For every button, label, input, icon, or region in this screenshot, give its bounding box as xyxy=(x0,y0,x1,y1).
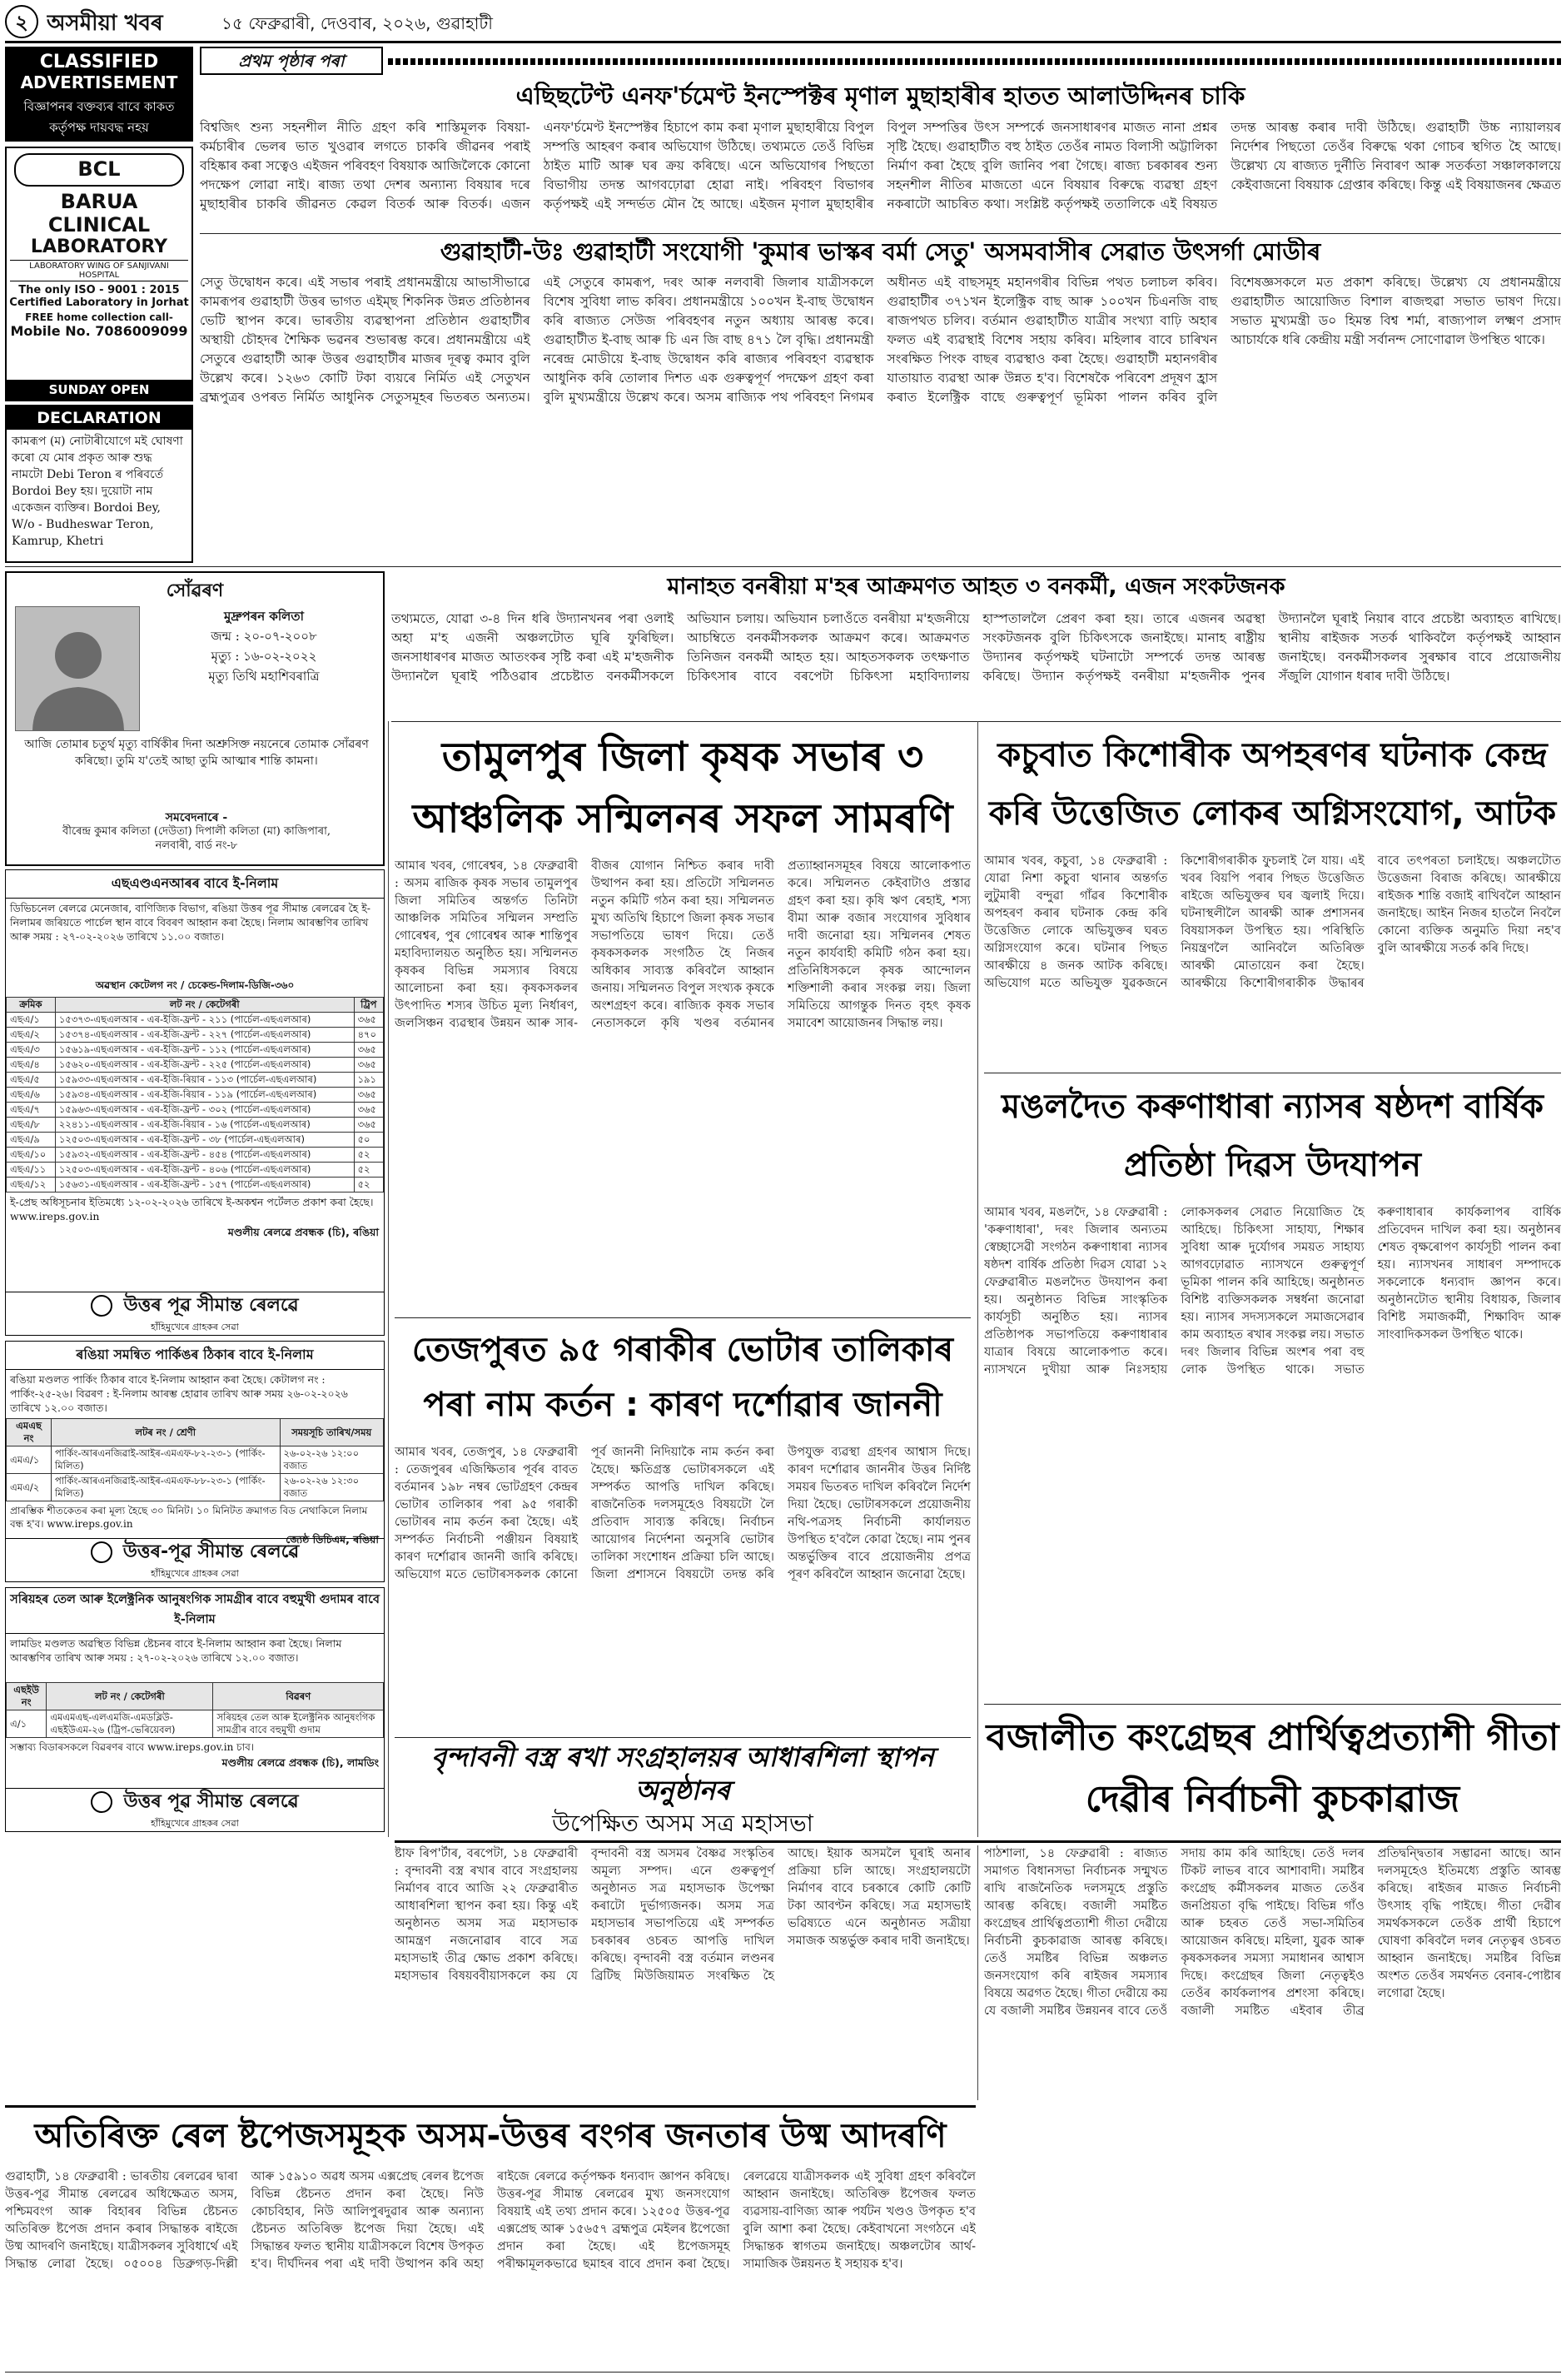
section-rule xyxy=(388,58,1561,65)
divider xyxy=(395,1840,1561,1843)
tender2-title: ৰঙিয়া সমন্বিত পাৰ্কিঙৰ ঠিকাৰ বাবে ই-নিলাম xyxy=(6,1342,384,1370)
table-cell: এছএ/৯ xyxy=(7,1133,56,1148)
story8-body: আমাৰ খবৰ, মঙলদৈ, ১৪ ফেব্ৰুৱাৰী : 'কৰুণাধাৰা', দৰং জিলাৰ অন্যতম স্বেচ্ছাসেৱী সংগঠন কৰুণাধাৰা ন্যাসৰ ষষ্ঠদশ বাৰ্ষিক প্ৰতিষ্ঠা দিৱস যোৱা ১২ ফেব্ৰুৱাৰীত মঙলদৈত উদযাপন কৰা হয়। অনুষ্ঠানত বিভিন্ন সাংস্কৃতিক কাৰ্যসূচী অনুষ্ঠিত হয়। ন্যাসৰ প্ৰতিষ্ঠাপক সভাপতিয়ে কৰুণাধাৰাৰ যাত্ৰাৰ বিষয়ে আলোকপাত কৰে। ন্যাসখনে দুখীয়া আৰু নিঃসহায় লোকসকলৰ সেৱাত নিয়োজিত হৈ আহিছে। চিকিৎসা সাহায্য, শিক্ষাৰ সুবিধা আৰু দুৰ্যোগৰ সময়ত সাহায্য আগবঢ়োৱাত ন্যাসখনে গুৰুত্বপূৰ্ণ ভূমিকা পালন কৰি আহিছে। অনুষ্ঠানত বিশিষ্ট ব্যক্তিসকলক সম্বৰ্ধনা জনোৱা হয়। ন্যাসৰ সদস্যসকলে সমাজসেৱাৰ কাম অব্যাহত ৰখাৰ সংকল্প লয়। সভাত দৰং জিলাৰ বিভিন্ন অংশৰ পৰা বহু লোক উপস্থিত থাকে। সভাত কৰুণাধাৰাৰ কাৰ্যকলাপৰ বাৰ্ষিক প্ৰতিবেদন দাখিল কৰা হয়। অনুষ্ঠানৰ শেষত বৃক্ষৰোপণ কাৰ্যসূচী পালন কৰা হয়। ন্যাসখনৰ সাধাৰণ সম্পাদকে সকলোকে ধন্যবাদ জ্ঞাপন কৰে। অনুষ্ঠানটোত স্থানীয় বিধায়ক, জিলাৰ বিশিষ্ট সমাজকৰ্মী, শিক্ষাবিদ আৰু সাংবাদিকসকল উপস্থিত থাকে। xyxy=(984,1206,1561,1377)
table-header: সময়সূচি তাৰিখ/সময় xyxy=(280,1419,384,1446)
tender1-railway xyxy=(6,1292,384,1320)
story9-body: পাঠশালা, ১৪ ফেব্ৰুৱাৰী : ৰাজ্যত সমাগত বিধানসভা নিৰ্বাচনক সন্মুখত ৰাখি ৰাজনৈতিক দলসমূহে প্ৰস্তুতি আৰম্ভ কৰিছে। বজালী সমষ্টিত কংগ্ৰেছৰ প্ৰাৰ্থিত্বপ্ৰত্যাশী গীতা দেৱীয়ে নিৰ্বাচনী কুচকাৱাজ আৰম্ভ কৰিছে। তেওঁ সমষ্টিৰ বিভিন্ন অঞ্চলত জনসংযোগ কৰি ৰাইজৰ সমস্যাৰ বিষয়ে অৱগত হৈছে। গীতা দেৱীয়ে কয় যে বজালী সমষ্টিৰ উন্নয়নৰ বাবে তেওঁ সদায় কাম কৰি আহিছে। তেওঁ দলৰ টিকট লাভৰ বাবে আশাবাদী। সমষ্টিৰ কংগ্ৰেছ কৰ্মীসকলৰ মাজত তেওঁৰ জনপ্ৰিয়তা বৃদ্ধি পাইছে। বিভিন্ন গাঁও আৰু চহৰত তেওঁ সভা-সমিতিৰ আয়োজন কৰিছে। মহিলা, যুৱক আৰু কৃষকসকলৰ সমস্যা সমাধানৰ আশ্বাস দিছে। কংগ্ৰেছৰ জিলা নেতৃত্বইও তেওঁৰ কাৰ্যকলাপৰ প্ৰশংসা কৰিছে। বজালী সমষ্টিত এইবাৰ তীব্ৰ প্ৰতিদ্বন্দ্বিতাৰ সম্ভাৱনা আছে। আন দলসমূহেও ইতিমধ্যে প্ৰস্তুতি আৰম্ভ কৰিছে। ৰাইজৰ মাজত নিৰ্বাচনী উৎসাহ বৃদ্ধি পাইছে। গীতা দেৱীৰ সমৰ্থকসকলে তেওঁক প্ৰাৰ্থী হিচাপে ঘোষণা কৰিবলৈ দলৰ নেতৃত্বৰ ওচৰত আহ্বান জনাইছে। সমষ্টিৰ বিভিন্ন অংশত তেওঁৰ সমৰ্থনত বেনাৰ-পোষ্টাৰ লগোৱা হৈছে। xyxy=(984,1847,1561,2018)
story5-headline: তেজপুৰত ৯৫ গৰাকীৰ ভোটাৰ তালিকাৰ পৰা নাম কৰ্তন : কাৰণ দৰ্শোৱাৰ জাননী xyxy=(411,1331,954,1424)
railway-logo-icon xyxy=(91,1791,112,1813)
bcl-mobile: Mobile No. 7086009099 xyxy=(10,323,188,339)
table-cell: ১৫৩৭৪-এছএলআৰ - এৰ-ইজি-ফ্ৰন্ট - ২২৭ (পাৰ্চেল-এছএলআৰ) xyxy=(55,1028,354,1043)
obituary-info xyxy=(148,606,380,731)
table-row xyxy=(7,1133,384,1148)
bcl-name: LABORATORY xyxy=(30,237,168,257)
story5-body: আমাৰ খবৰ, তেজপুৰ, ১৪ ফেব্ৰুৱাৰী : তেজপুৰৰ এজিক্ষিতাৰ পূৰ্বৰ বাবত বৰ্তমানৰ ১৯৮ নম্বৰ ভোটগ্ৰহণ কেন্দ্ৰৰ ভোটাৰ তালিকাৰ পৰা ৯৫ গৰাকী ভোটাৰৰ নাম কৰ্তন কৰা হৈছে। এই সম্পৰ্কত নিৰ্বাচনী পঞ্জীয়ন বিষয়াই কাৰণ দৰ্শোৱাৰ জাননী জাৰি কৰিছে। অভিযোগ মতে ভোটাৰসকলক কোনো পূৰ্ব জাননী নিদিয়াকৈ নাম কৰ্তন কৰা হৈছে। ক্ষতিগ্ৰস্ত ভোটাৰসকলে এই সম্পৰ্কত আপত্তি দাখিল কৰিছে। ৰাজনৈতিক দলসমূহেও বিষয়টো লৈ প্ৰতিবাদ সাব্যস্ত কৰিছে। নিৰ্বাচন আয়োগৰ নিৰ্দেশনা অনুসৰি ভোটাৰ তালিকা সংশোধন প্ৰক্ৰিয়া চলি আছে। জিলা প্ৰশাসনে বিষয়টো তদন্ত কৰি উপযুক্ত ব্যৱস্থা গ্ৰহণৰ আশ্বাস দিছে। কাৰণ দৰ্শোৱাৰ জাননীৰ উত্তৰ নিৰ্দিষ্ট সময়ৰ ভিতৰত দাখিল কৰিবলৈ নিৰ্দেশ দিয়া হৈছে। ভোটাৰসকলে প্ৰয়োজনীয় নথি-পত্ৰসহ নিৰ্বাচনী কাৰ্যালয়ত উপস্থিত হ'বলৈ কোৱা হৈছে। নাম পুনৰ অন্তৰ্ভুক্তিৰ বাবে প্ৰয়োজনীয় প্ৰপত্ৰ পূৰণ কৰিবলৈ আহ্বান জনোৱা হৈছে। xyxy=(395,1446,971,1581)
bcl-short: BCL xyxy=(77,157,121,181)
story9-headline: বজালীত কংগ্ৰেছৰ প্ৰাৰ্থিত্বপ্ৰত্যাশী গীতা দেৱীৰ নিৰ্বাচনী কুচকাৱাজ xyxy=(986,1716,1559,1820)
story2-body: সেতু উদ্বোধন কৰে। এই সভাৰ পৰাই প্ৰধানমন্ত্ৰীয়ে আভাসীভাৱে কামৰূপৰ গুৱাহাটী উত্তৰ ভাগত এইম্‌ছ শিকনিক উন্নত প্ৰতিষ্ঠানৰ ভেটি স্থাপন কৰে। ভাৰতীয় ব্যৱস্থাপনা প্ৰতিষ্ঠান গুৱাহাটীৰ অস্থায়ী চৌহদৰ শৈক্ষিক ভৱনৰ শুভাৰম্ভ কৰে। প্ৰধানমন্ত্ৰীয়ে এই সেতুৰে গুৱাহাটী আৰু উত্তৰ গুৱাহাটীৰ মাজৰ দূৰত্ব কমাব বুলি উল্লেখ কৰে। ১২৬৩ কোটি টকা ব্যয়ৰে নিৰ্মিত এই সেতুখন ব্ৰহ্মপুত্ৰৰ ওপৰত নিৰ্মিত আধুনিক সেতুসমূহৰ ভিতৰত অন্যতম। এই সেতুৰে কামৰূপ, দৰং আৰু নলবাৰী জিলাৰ যাত্ৰীসকলে বিশেষ সুবিধা লাভ কৰিব। প্ৰধানমন্ত্ৰীয়ে ১০০খন ই-বাছ উদ্বোধন কৰি ৰাজ্যত সেউজ পৰিবহণৰ নতুন অধ্যায় আৰম্ভ কৰে। গুৱাহাটীত ই-বাছ আৰু চি এন জি বাছ ৪৭১ লৈ বৃদ্ধি। প্ৰধানমন্ত্ৰী নৰেন্দ্ৰ মোডীয়ে ই-বাছ উদ্বোধন কৰি ৰাজ্যৰ পৰিবহণ ব্যৱস্থাক আধুনিক কৰি তোলাৰ দিশত এক গুৰুত্বপূৰ্ণ পদক্ষেপ গ্ৰহণ কৰা বুলি মুখ্যমন্ত্ৰীয়ে উল্লেখ কৰে। অসম ৰাজ্যিক পথ পৰিবহণ নিগমৰ অধীনত এই বাছসমূহ মহানগৰীৰ বিভিন্ন পথত চলাচল কৰিব। গুৱাহাটীৰ ৩৭১খন ইলেক্ট্ৰিক বাছ আৰু ১০০খন চিএনজি বাছ ৰাজপথত চলিব। বৰ্তমান গুৱাহাটীত যাত্ৰীৰ সংখ্যা বাঢ়ি অহাৰ ফলত এই ব্যৱস্থাই বিশেষ সহায় কৰিব। মহিলাৰ বাবে চাৰিখন সংৰক্ষিত পিংক বাছৰ ব্যৱস্থাও কৰা হৈছে। গুৱাহাটী মহানগৰীৰ যাতায়াত ব্যৱস্থা আৰু উন্নত হ'ব। বিশেষকৈ পৰিবেশ প্ৰদূষণ হ্ৰাস কৰাত ইলেক্ট্ৰিক বাছে গুৰুত্বপূৰ্ণ ভূমিকা পালন কৰিব বুলি বিশেষজ্ঞসকলে মত প্ৰকাশ কৰিছে। উল্লেখ্য যে প্ৰধানমন্ত্ৰীয়ে গুৱাহাটীত আয়োজিত বিশাল ৰাজহুৱা সভাত ভাষণ দিয়ে। সভাত মুখ্যমন্ত্ৰী ড০ হিমন্ত বিশ্ব শৰ্মা, ৰাজ্যপাল লক্ষ্মণ প্ৰসাদ আচাৰ্যকে ধৰি কেন্দ্ৰীয় মন্ত্ৰী সৰ্বানন্দ সোণোৱাল উপস্থিত থাকে। xyxy=(200,275,1561,405)
tender3-title: সৰিয়হৰ তেল আৰু ইলেক্ট্ৰনিক আনুষংগিক সামগ্ৰীৰ বাবে বহুমুখী গুদামৰ বাবে ই-নিলাম xyxy=(6,1588,384,1634)
story10-body: গুৱাহাটী, ১৪ ফেব্ৰুৱাৰী : ভাৰতীয় ৰেলৱেৰ দ্বাৰা উত্তৰ-পূৱ সীমান্ত ৰেলৱেৰ অধিক্ষেত্ৰত অসম, পশ্চিমবংগ আৰু বিহাৰৰ বিভিন্ন ষ্টেচনত অতিৰিক্ত ষ্টপেজ প্ৰদান কৰাৰ সিদ্ধান্তক ৰাইজে উষ্ম আদৰণি জনাইছে। যাত্ৰীসকলৰ সুবিধাৰ্থে এই সিদ্ধান্ত লোৱা হৈছে। ০৫০০৪ ডিব্ৰুগড়-দিল্লী আৰু ১৫৯১০ অৱধ অসম এক্সপ্ৰেছ ৰেলৰ ষ্টপেজ বিভিন্ন ষ্টেচনত প্ৰদান কৰা হৈছে। নিউ কোচবিহাৰ, নিউ আলিপুৰদুৱাৰ আৰু অন্যান্য ষ্টেচনত অতিৰিক্ত ষ্টপেজ দিয়া হৈছে। এই সিদ্ধান্তৰ ফলত স্থানীয় যাত্ৰীসকলে বিশেষ উপকৃত হ'ব। দীৰ্ঘদিনৰ পৰা এই দাবী উত্থাপন কৰি অহা ৰাইজে ৰেলৱে কৰ্তৃপক্ষক ধন্যবাদ জ্ঞাপন কৰিছে। উত্তৰ-পূৱ সীমান্ত ৰেলৱেৰ মুখ্য জনসংযোগ বিষয়াই এই তথ্য প্ৰদান কৰে। ১২৫০৫ উত্তৰ-পূৱ এক্সপ্ৰেছ আৰু ১৫৬৫৭ ব্ৰহ্মপুত্ৰ মেইলৰ ষ্টপেজো প্ৰদান কৰা হৈছে। এই ষ্টপেজসমূহ পৰীক্ষামূলকভাৱে ছমাহৰ বাবে প্ৰদান কৰা হৈছে। ৰেলৱেয়ে যাত্ৰীসকলক এই সুবিধা গ্ৰহণ কৰিবলৈ আহ্বান জনাইছে। অতিৰিক্ত ষ্টপেজৰ ফলত ব্যৱসায়-বাণিজ্য আৰু পৰ্যটন খণ্ডও উপকৃত হ'ব বুলি আশা কৰা হৈছে। কেইবাখনো সংগঠনে এই সিদ্ধান্তক স্বাগতম জনাইছে। অঞ্চলটোৰ আৰ্থ-সামাজিক উন্নয়নত ই সহায়ক হ'ব। xyxy=(5,2170,976,2271)
obituary-photo xyxy=(15,606,140,731)
table-row xyxy=(7,1103,384,1118)
bcl-certified: Certified Laboratory in Jorhat xyxy=(9,296,189,309)
table-cell: ৩৬৫ xyxy=(354,1088,383,1103)
railway-slogan: হাঁহিমুখেৰে গ্ৰাহকৰ সেৱা xyxy=(151,1818,239,1829)
tender1-table-title: অৱস্থান কেটেলগ নং / চেকেন্ড-দিলাম-ডিজি-৩৬০ xyxy=(95,979,295,991)
divider xyxy=(5,2105,976,2108)
declaration-body: কামৰূপ (ম) নোটাৰীযোগে মই ঘোষণা কৰো যে মোৰ প্ৰকৃত আৰু শুদ্ধ নামটো Debi Teron ৰ পৰিবৰ্তে Bordoi Bey হয়। দুয়োটা নাম একেজন ব্যক্তিৰ। Bordoi Bey, W/o - Budheswar Teron, Kamrup, Khetri xyxy=(12,435,183,548)
tender3 xyxy=(5,1587,385,1832)
tender1-title: এছএণ্ডএনআৰৰ বাবে ই-নিলাম xyxy=(6,870,384,899)
paper-name: অসমীয়া খবৰ xyxy=(47,11,163,36)
table-cell: ২৬-০২-২৬ ১২:০০ বজাত xyxy=(280,1446,384,1474)
table-cell: এছএ/৫ xyxy=(7,1073,56,1088)
table-row xyxy=(7,1013,384,1028)
bcl-ad xyxy=(5,147,193,401)
table-cell: ৫২ xyxy=(354,1163,383,1178)
dateline: ১৫ ফেব্ৰুৱাৰী, দেওবাৰ, ২০২৬, গুৱাহাটী xyxy=(221,13,494,33)
story3-headline xyxy=(391,568,1561,608)
classified-title: CLASSIFIED xyxy=(39,52,159,72)
classified-header xyxy=(5,47,193,142)
tender3-table xyxy=(6,1682,384,1738)
railway-logo-icon xyxy=(91,1541,112,1563)
railway-slogan: হাঁহিমুখেৰে গ্ৰাহকৰ সেৱা xyxy=(151,1568,239,1579)
tender3-note: সম্ভাব্য বিডাৰসকলে বিৱৰণৰ বাবে www.ireps.gov.in চাব। xyxy=(10,1741,255,1753)
table-cell: ২২৪১১-এছএলআৰ - এৰ-ইজি-ৰিয়াৰ - ১৬ (পাৰ্চেল-এছএলআৰ) xyxy=(55,1118,354,1133)
table-cell: পাৰ্কিং-আৰএনজিৱাই-আইৰ-এমএফ-৮২-২৩-১ (পাৰ্কিং-মিলিত) xyxy=(51,1446,280,1474)
tender2-note: প্ৰাৰম্ভিক শীতকেতৰ কৰা মূল্য হৈছে ৩০ মিনিট। ১০ মিনিটত ক্ৰমাগত বিড নেথাকিলে নিলাম বন্ধ হ'ব। www.ireps.gov.in xyxy=(10,1505,368,1530)
story3-body: তথ্যমতে, যোৱা ৩-৪ দিন ধৰি উদ্যানখনৰ পৰা ওলাই অহা ম'হ এজনী অঞ্চলটোত ঘূৰি ফুৰিছিল। জনসাধাৰণৰ মাজত আতংকৰ সৃষ্টি কৰা এই ম'হজনীক উদ্যানলৈ ঘূৰাই পঠিওৱাৰ প্ৰচেষ্টাত বনকৰ্মীসকলে অভিযান চলায়। অভিযান চলাওঁতে বনৰীয়া ম'হজনীয়ে আচম্বিতে বনকৰ্মীসকলক আক্ৰমণ কৰে। আক্ৰমণত তিনিজন বনকৰ্মী আহত হয়। আহতসকলক তৎক্ষণাত চিকিৎসাৰ বাবে বৰপেটা চিকিৎসা মহাবিদ্যালয় হাস্পতাললৈ প্ৰেৰণ কৰা হয়। তাৰে এজনৰ অৱস্থা সংকটজনক বুলি চিকিৎসকে জনাইছে। মানাহ ৰাষ্ট্ৰীয় উদ্যানৰ কৰ্তৃপক্ষই ঘটনাটো সম্পৰ্কে তদন্ত আৰম্ভ কৰিছে। উদ্যান কৰ্তৃপক্ষই বনৰীয়া ম'হজনীক পুনৰ উদ্যানলৈ ঘূৰাই নিয়াৰ বাবে প্ৰচেষ্টা অব্যাহত ৰাখিছে। স্থানীয় ৰাইজক সতৰ্ক থাকিবলৈ কৰ্তৃপক্ষই আহ্বান জনাইছে। বনকৰ্মীসকলৰ সুৰক্ষাৰ বাবে প্ৰয়োজনীয় সঁজুলি যোগান ধৰাৰ দাবী উঠিছে। xyxy=(391,611,1561,684)
classified-subtitle: বিজ্ঞাপনৰ বক্তব্যৰ বাবে কাকত কৰ্তৃপক্ষ দায়বদ্ধ নহয় xyxy=(23,99,175,135)
declaration xyxy=(5,405,193,563)
story8-headline: মঙলদৈত কৰুণাধাৰা ন্যাসৰ ষষ্ঠদশ বাৰ্ষিক প্ৰতিষ্ঠা দিৱস উদযাপন xyxy=(1001,1088,1544,1184)
tender1-table xyxy=(6,997,384,1192)
tender1-footer: ই-প্ৰেছ অধিসূচনাৰ ইতিমধ্যে ১২-০২-২০২৬ তাৰিখে ই-অকশ্বন পৰ্টেলত প্ৰকাশ কৰা হৈছে। www.ireps.gov.in xyxy=(10,1196,374,1222)
story10-headline: অতিৰিক্ত ৰেল ষ্টপেজসমূহক অসম-উত্তৰ বংগৰ জনতাৰ উষ্ম আদৰণি xyxy=(34,2117,947,2155)
table-cell: এছএ/২ xyxy=(7,1028,56,1043)
column-divider xyxy=(388,721,389,1837)
railway-name: উত্তৰ পূৱ সীমান্ত ৰেলৱে xyxy=(123,1295,299,1316)
divider xyxy=(5,566,1561,567)
story1-headline: এছিছটেণ্ট এনফ'ৰ্চমেণ্ট ইনস্পেক্টৰ মৃণাল মুছাহাৰীৰ হাতত আলাউদ্দিনৰ চাকি xyxy=(515,82,1245,110)
story6-body: ষ্টাফ ৰিপ'ৰ্টাৰ, বৰপেটা, ১৪ ফেব্ৰুৱাৰী : বৃন্দাবনী বস্ত্ৰ ৰখাৰ বাবে সংগ্ৰহালয় নিৰ্মাণৰ বাবে আজি ২২ ফেব্ৰুৱাৰীত আধাৰশিলা স্থাপন কৰা হয়। কিন্তু এই অনুষ্ঠানত অসম সত্ৰ মহাসভাক আমন্ত্ৰণ নজনোৱাৰ বাবে সত্ৰ মহাসভাই তীব্ৰ ক্ষোভ প্ৰকাশ কৰিছে। মহাসভাৰ বিষয়ববীয়াসকলে কয় যে বৃন্দাবনী বস্ত্ৰ অসমৰ বৈষ্ণৱ সংস্কৃতিৰ অমূল্য সম্পদ। এনে গুৰুত্বপূৰ্ণ অনুষ্ঠানত সত্ৰ মহাসভাক উপেক্ষা কৰাটো দুৰ্ভাগ্যজনক। অসম সত্ৰ মহাসভাৰ সভাপতিয়ে এই সম্পৰ্কত চৰকাৰৰ ওচৰত আপত্তি দাখিল কৰিছে। বৃন্দাবনী বস্ত্ৰ বৰ্তমান লণ্ডনৰ ব্ৰিটিছ মিউজিয়ামত সংৰক্ষিত হৈ আছে। ইয়াক অসমলৈ ঘূৰাই অনাৰ প্ৰক্ৰিয়া চলি আছে। সংগ্ৰহালয়টো নিৰ্মাণৰ বাবে চৰকাৰে কোটি কোটি টকা আবণ্টন কৰিছে। সত্ৰ মহাসভাই ভৱিষ্যতে এনে অনুষ্ঠানত সত্ৰীয়া সমাজক অন্তৰ্ভুক্ত কৰাৰ দাবী জনাইছে। xyxy=(395,1847,971,1983)
table-cell: ৩৬৫ xyxy=(354,1043,383,1058)
table-cell: এছএ/৮ xyxy=(7,1118,56,1133)
story4-headline: তামুলপুৰ জিলা কৃষক সভাৰ ৩ আঞ্চলিক সন্মিলনৰ সফল সামৰণি xyxy=(412,734,953,842)
table-row xyxy=(7,1043,384,1058)
declaration-title: DECLARATION xyxy=(7,406,191,430)
bcl-iso: The only ISO - 9001 : 2015 xyxy=(18,284,180,296)
table-row xyxy=(7,1474,384,1501)
table-cell: ১৫৯৬৩-এছএলআৰ - এৰ-ইজি-ফ্ৰন্ট - ৩০২ (পাৰ্চেল-এছএলআৰ) xyxy=(55,1103,354,1118)
table-row xyxy=(7,1710,384,1738)
table-cell: এছএ/৩ xyxy=(7,1043,56,1058)
divider xyxy=(984,1704,1561,1705)
table-cell: ৪৭০ xyxy=(354,1028,383,1043)
table-cell: ১৫৯৩৩-এছএলআৰ - এৰ-ইজি-ৰিয়াৰ - ১১৩ (পাৰ্চেল-এছএলআৰ) xyxy=(55,1073,354,1088)
story7-body: আমাৰ খবৰ, কচুবা, ১৪ ফেব্ৰুৱাৰী : যোৱা নিশা কচুবা থানাৰ অন্তৰ্গত লুটুমাৰী বন্দুৱা গাঁৱৰ কিশোৰীক অপহৰণ কৰাৰ ঘটনাক কেন্দ্ৰ কৰি উত্তেজিত লোকে অভিযুক্তৰ ঘৰত অগ্নিসংযোগ কৰে। ঘটনাৰ পিছত আৰক্ষীয়ে ৪ জনক আটক কৰিছে। অভিযোগ মতে অভিযুক্ত যুৱকজনে কিশোৰীগৰাকীক ফুচলাই লৈ যায়। এই খবৰ বিয়পি পৰাৰ পিছত উত্তেজিত ৰাইজে অভিযুক্তৰ ঘৰ জ্বলাই দিয়ে। ঘটনাস্থলীলৈ আৰক্ষী আৰু প্ৰশাসনৰ বিষয়াসকল উপস্থিত হয়। পৰিস্থিতি নিয়ন্ত্ৰণলৈ আনিবলৈ অতিৰিক্ত আৰক্ষী মোতায়েন কৰা হৈছে। আৰক্ষীয়ে কিশোৰীগৰাকীক উদ্ধাৰৰ বাবে তৎপৰতা চলাইছে। অঞ্চলটোত উত্তেজনা বিৰাজ কৰিছে। আৰক্ষীয়ে ৰাইজক শান্তি বজাই ৰাখিবলৈ আহ্বান জনাইছে। আইন নিজৰ হাতলৈ নিবলৈ কোনো ব্যক্তিক অনুমতি দিয়া নহ'ব বুলি আৰক্ষীয়ে সতৰ্ক কৰি দিছে। xyxy=(984,854,1561,990)
divider xyxy=(391,721,1561,722)
obituary-from-label: সমবেদনাৰে - xyxy=(165,811,228,824)
table-cell: ১৯১ xyxy=(354,1073,383,1088)
table-cell: এছএ/১ xyxy=(7,1013,56,1028)
table-cell: ১৫৬৩১-এছএলআৰ - এৰ-ইজি-ফ্ৰন্ট - ১৫৭ (পাৰ্চেল-এছএলআৰ) xyxy=(55,1178,354,1192)
story2-headline: গুৱাহাটী-উঃ গুৱাহাটী সংযোগী 'কুমাৰ ভাস্কৰ বৰ্মা সেতু' অসমবাসীৰ সেৱাত উৎসৰ্গা মোডীৰ xyxy=(440,237,1321,266)
railway-name: উত্তৰ-পূৱ সীমান্ত ৰেলৱে xyxy=(122,1541,300,1562)
table-cell: ১৫৯৩৪-এছএলআৰ - এৰ-ইজি-ৰিয়াৰ - ১১৯ (পাৰ্চেল-এছএলআৰ) xyxy=(55,1088,354,1103)
column-divider xyxy=(977,1845,978,2100)
table-cell: এমএমএছ-এলএমজি-এমডব্লিউ-এছইউএম-২৬ (ট্ৰিপ-ভেৰিয়েবল) xyxy=(47,1710,213,1738)
story4-body: আমাৰ খবৰ, গোৰেশ্বৰ, ১৪ ফেব্ৰুৱাৰী : অসম ৰাজিক কৃষক সভাৰ তামুলপুৰ জিলা সমিতিৰ অন্তৰ্গত তিনিটা আঞ্চলিক সমিতিৰ সন্মিলন সম্প্ৰতি গোৰেশ্বৰ, পুৰ গোৰেশ্বৰ আৰু শান্তিপুৰ মহাবিদ্যালয়ত অনুষ্ঠিত হয়। সন্মিলনত কৃষকৰ বিভিন্ন সমস্যাৰ বিষয়ে আলোচনা কৰা হয়। কৃষকসকলৰ উৎপাদিত শস্যৰ উচিত মূল্য নিৰ্ধাৰণ, জলসিঞ্চন ব্যৱস্থাৰ উন্নয়ন আৰু সাৰ-বীজৰ যোগান নিশ্চিত কৰাৰ দাবী উত্থাপন কৰা হয়। প্ৰতিটো সন্মিলনত নতুন কমিটি গঠন কৰা হয়। সন্মিলনত মুখ্য অতিথি হিচাপে জিলা কৃষক সভাৰ সভাপতিয়ে ভাষণ দিয়ে। তেওঁ কৃষকসকলক সংগঠিত হৈ নিজৰ অধিকাৰ সাব্যস্ত কৰিবলৈ আহ্বান জনায়। সন্মিলনত বিপুল সংখ্যক কৃষকে অংশগ্ৰহণ কৰে। ৰাজ্যিক কৃষক সভাৰ নেতাসকলে কৃষি খণ্ডৰ বৰ্তমানৰ প্ৰত্যাহ্বানসমূহৰ বিষয়ে আলোকপাত কৰে। সন্মিলনত কেইবাটাও প্ৰস্তাৱ গ্ৰহণ কৰা হয়। কৃষি ঋণ ৰেহাই, শস্য বীমা আৰু বজাৰ সংযোগৰ সুবিধাৰ দাবী জনোৱা হয়। সন্মিলনৰ শেষত নতুন কাৰ্যবাহী কমিটি গঠন কৰা হয়। প্ৰতিনিধিসকলে কৃষক আন্দোলন শক্তিশালী কৰাৰ সংকল্প লয়। জিলা সমিতিয়ে আগন্তুক দিনত বৃহৎ কৃষক সমাবেশ আয়োজনৰ সিদ্ধান্ত লয়। xyxy=(395,859,971,1030)
obituary-day: মৃত্যু তিথি মহাশিবৰাত্ৰি xyxy=(208,669,320,684)
tender3-signer: মণ্ডলীয় ৰেলৱে প্ৰবন্ধক (চি), লামডিং xyxy=(221,1756,379,1769)
section-label: প্ৰথম পৃষ্ঠাৰ পৰা xyxy=(200,47,383,75)
tender2-body: ৰঙিয়া মণ্ডলত পাৰ্কিং ঠিকাৰ বাবে ই-নিলাম আহ্বান কৰা হৈছে। কেটালগ নং : পাৰ্কিং-২৫-২৬। বিৱৰণ : ই-নিলাম আৰম্ভ হোৱাৰ তাৰিখ আৰু সময় ২৬-০২-২০২৬ তাৰিখে ১২.০০ বজাত। xyxy=(10,1373,348,1414)
table-cell: ৩৬৫ xyxy=(354,1118,383,1133)
table-cell: এছএ/৬ xyxy=(7,1088,56,1103)
obituary-title: সোঁৱৰণ xyxy=(166,580,224,601)
obituary-born: জন্ম : ২০-০৭-২০০৮ xyxy=(211,629,317,644)
table-cell: ১৫৬২০-এছএলআৰ - এৰ-ইজি-ফ্ৰন্ট - ২২৫ (পাৰ্চেল-এছএলআৰ) xyxy=(55,1058,354,1073)
table-header: বিৱৰণ xyxy=(213,1683,384,1710)
tender3-body: লামডিং মণ্ডলত অৱস্থিত বিভিন্ন ষ্টেচনৰ বাবে ই-নিলাম আহ্বান কৰা হৈছে। নিলাম আৰম্ভণিৰ তাৰিখ আৰু সময় : ২৭-০২-২০২৬ তাৰিখে ১২.০০ বজাত। xyxy=(10,1637,342,1664)
table-cell: ৩৬৫ xyxy=(354,1013,383,1028)
page-bottom-rule xyxy=(5,2372,1561,2373)
tender2-railway xyxy=(6,1538,384,1566)
table-cell: ৫২ xyxy=(354,1148,383,1163)
table-cell: এছএ/৪ xyxy=(7,1058,56,1073)
table-header: লট নং / কেটেগৰী xyxy=(47,1683,213,1710)
table-cell: এছএ/১১ xyxy=(7,1163,56,1178)
table-cell: এমএ/২ xyxy=(7,1474,52,1501)
table-header: লটৰ নং / শ্ৰেণী xyxy=(51,1419,280,1446)
tender1-signer: মণ্ডলীয় ৰেলৱে প্ৰবন্ধক (চি), ৰঙিয়া xyxy=(227,1226,379,1238)
table-cell: সৰিয়হৰ তেল আৰু ইলেক্ট্ৰনিক আনুষংগিক সামগ্ৰীৰ বাবে বহুমুখী গুদাম xyxy=(213,1710,384,1738)
person-icon xyxy=(16,607,140,731)
classified-title-2: ADVERTISEMENT xyxy=(20,72,178,92)
table-cell: ৩৬৫ xyxy=(354,1103,383,1118)
story6-subheadline: উপেক্ষিত অসম সত্ৰ মহাসভা xyxy=(552,1810,813,1837)
table-row xyxy=(7,1178,384,1192)
table-cell: এছএ/১২ xyxy=(7,1178,56,1192)
table-header: ট্ৰিপ xyxy=(354,998,383,1013)
obituary-message: আজি তোমাৰ চতুৰ্থ মৃত্যু বাৰ্ষিকীৰ দিনা অশ্ৰুসিক্ত নয়নেৰে তোমাক সোঁৱৰণ কৰিছো। তুমি য'তেই আছা তুমি আত্মাৰ শান্তি কামনা। xyxy=(24,738,369,768)
table-cell: এমএ/১ xyxy=(7,1446,52,1474)
table-cell: ১২৫০৩-এছএলআৰ - এৰ-ইজি-ফ্ৰন্ট - ৪০৬ (পাৰ্চেল-এছএলআৰ) xyxy=(55,1163,354,1178)
bcl-tagline: LABORATORY WING OF SANJIVANI HOSPITAL xyxy=(10,260,188,281)
bcl-name: CLINICAL xyxy=(47,213,151,237)
table-cell: ১৫৯৩২-এছএলআৰ - এৰ-ইজি-ফ্ৰন্ট - ৪৫৪ (পাৰ্চেল-এছএলআৰ) xyxy=(55,1148,354,1163)
table-row xyxy=(7,1058,384,1073)
tender2-signer: জ্যেষ্ঠ ডিচিএম, ৰঙিয়া xyxy=(286,1533,379,1546)
railway-name: উত্তৰ পূৱ সীমান্ত ৰেলৱে xyxy=(123,1791,299,1812)
table-header: এছইউ নং xyxy=(7,1683,47,1710)
table-cell: এছএ/৭ xyxy=(7,1103,56,1118)
table-row xyxy=(7,1073,384,1088)
table-row xyxy=(7,1148,384,1163)
story3-headline-text: মানাহত বনৰীয়া ম'হৰ আক্ৰমণত আহত ৩ বনকৰ্মী, এজন সংকটজনক xyxy=(667,574,1285,600)
tender2 xyxy=(5,1341,385,1582)
table-header: এমএছ নং xyxy=(7,1419,52,1446)
bcl-sunday: SUNDAY OPEN xyxy=(7,380,191,400)
divider xyxy=(200,233,1561,234)
table-cell: ৩৬৫ xyxy=(354,1058,383,1073)
table-header: ক্ৰমিক xyxy=(7,998,56,1013)
story7-headline: কচুবাত কিশোৰীক অপহৰণৰ ঘটনাক কেন্দ্ৰ কৰি উত্তেজিত লোকৰ অগ্নিসংযোগ, আটক xyxy=(988,736,1557,833)
table-cell: ১৫৬১৯-এছএলআৰ - এৰ-ইজি-ফ্ৰন্ট - ১১২ (পাৰ্চেল-এছএলআৰ) xyxy=(55,1043,354,1058)
section-header xyxy=(200,47,1561,77)
bcl-home: FREE home collection call- xyxy=(25,311,173,323)
divider xyxy=(395,1317,971,1318)
bcl-name: BARUA xyxy=(60,190,138,213)
table-row xyxy=(7,1088,384,1103)
column-divider xyxy=(977,721,978,1837)
obituary-died: মৃত্যু : ১৬-০২-২০২২ xyxy=(211,649,317,664)
table-cell: পাৰ্কিং-আৰএনজিৱাই-আইৰ-এমএফ-৮৮-২৩-১ (পাৰ্কিং-মিলিত) xyxy=(51,1474,280,1501)
table-cell: ১২৫০৩-এছএলআৰ - এৰ-ইজি-ফ্ৰন্ট - ৩৮ (পাৰ্চেল-এছএলআৰ) xyxy=(55,1133,354,1148)
table-cell: এছএ/১০ xyxy=(7,1148,56,1163)
tender1-body: ডিভিচনেল ৰেলৱে মেনেজাৰ, বাণিজ্যিক বিভাগ, ৰঙিয়া উত্তৰ পূৱ সীমান্ত ৰেলৱেৰ হৈ ই-নিলামৰ জৰিয়তে পাৰ্চেল স্থান বাবে বিবৰণ আহ্বান কৰা হৈছে। নিলাম আৰম্ভণিৰ তাৰিখ আৰু সময় : ২৭-০২-২০২৬ তাৰিখে ১১.০০ বজাত। xyxy=(10,902,370,943)
table-row xyxy=(7,1028,384,1043)
table-cell: ৫২ xyxy=(354,1178,383,1192)
divider xyxy=(395,1737,971,1738)
masthead xyxy=(5,3,1561,43)
page-number: ২ xyxy=(5,5,38,38)
table-cell: ৫০ xyxy=(354,1133,383,1148)
table-header: লট নং / কেটেগৰী xyxy=(55,998,354,1013)
table-row xyxy=(7,1446,384,1474)
story1-body: বিশ্বজিৎ শুন্য সহনশীল নীতি গ্ৰহণ কৰি শাস্তিমূলক বিষয়া-কৰ্মচাৰীৰ ভেলৰ ভাত খুওৱাৰ লগতে চাকৰি জীৱনৰ পৰাই বহিষ্কাৰ কৰা সত্বেও এইজন পৰিবহণ বিষয়াক আজিলৈকে কোনো পদক্ষেপ লোৱা নাই। ৰাজ্য তথা দেশৰ অন্যান্য বিষয়াৰ দৰে মুছাহাৰীৰ চাকৰি জীৱনত কেৱল বিতৰ্ক আৰু বিতৰ্ক। এজন এনফ'ৰ্চমেণ্ট ইনস্পেক্টৰ হিচাপে কাম কৰা মৃণাল মুছাহাৰীয়ে বিপুল সম্পত্তি আহৰণ কৰাৰ অভিযোগ উঠিছে। তথ্যমতে তেওঁ বিভিন্ন ঠাইত মাটি আৰু ঘৰ ক্ৰয় কৰিছে। এনে অভিযোগৰ পিছতো বিভাগীয় তদন্ত আগবঢ়োৱা হোৱা নাই। পৰিবহণ বিভাগৰ কৰ্তৃপক্ষই এই সন্দৰ্ভত মৌন হৈ আছে। এইজন মৃণাল মুছাহাৰীৰ বিপুল সম্পত্তিৰ উৎস সম্পৰ্কে জনসাধাৰণৰ মাজত নানা প্ৰশ্নৰ সৃষ্টি হৈছে। গুৱাহাটীত বহু ঠাইত তেওঁৰ নামত বিলাসী অট্টালিকা নিৰ্মাণ কৰা হৈছে বুলি জানিব পৰা গৈছে। ৰাজ্য চৰকাৰৰ শুন্য সহনশীল নীতিৰ মাজতো এনে বিষয়াৰ বিৰুদ্ধে ব্যৱস্থা গ্ৰহণ নকৰাটো আচৰিত কথা। সংশ্লিষ্ট কৰ্তৃপক্ষই ততালিকে এই বিষয়ত তদন্ত আৰম্ভ কৰাৰ দাবী উঠিছে। গুৱাহাটী উচ্চ ন্যায়ালয়ৰ নিৰ্দেশৰ পিছতো তেওঁৰ বিৰুদ্ধে থকা গোচৰ স্থগিত হৈ আছে। উল্লেখ্য যে ৰাজ্যত দুৰ্নীতি নিবাৰণ আৰু সতৰ্কতা সঞ্চালকালয়ে কেইবাজনো বিষয়াক গ্ৰেপ্তাৰ কৰিছে। কিন্তু এই বিষয়াজনৰ ক্ষেত্ৰত xyxy=(200,120,1561,212)
table-row xyxy=(7,1163,384,1178)
obituary-from: বীৰেন্দ্ৰ কুমাৰ কলিতা (দেউতা) দিপালী কলিতা (মা) কাজিপাৰা, নলবাৰী, বাৰ্ড নং-৮ xyxy=(62,825,331,852)
obituary xyxy=(5,571,385,866)
obituary-name: মুদ্ৰুপৰন কলিতা xyxy=(224,609,304,624)
railway-slogan: হাঁহিমুখেৰে গ্ৰাহকৰ সেৱা xyxy=(151,1322,239,1332)
table-row xyxy=(7,1118,384,1133)
railway-logo-icon xyxy=(91,1295,112,1317)
bcl-logo xyxy=(14,153,184,187)
tender2-table xyxy=(6,1418,384,1501)
table-cell: এ/১ xyxy=(7,1710,47,1738)
story6-headline: বৃন্দাবনী বস্ত্ৰ ৰখা সংগ্ৰহালয়ৰ আধাৰশিলা স্থাপন অনুষ্ঠানৰ xyxy=(431,1741,934,1806)
tender1 xyxy=(5,869,385,1336)
table-cell: ২৬-০২-২৬ ১২:৩০ বজাত xyxy=(280,1474,384,1501)
table-cell: ১৫৩৭৩-এছএলআৰ - এৰ-ইজি-ফ্ৰন্ট - ২১১ (পাৰ্চেল-এছএলআৰ) xyxy=(55,1013,354,1028)
tender3-railway xyxy=(6,1788,384,1816)
